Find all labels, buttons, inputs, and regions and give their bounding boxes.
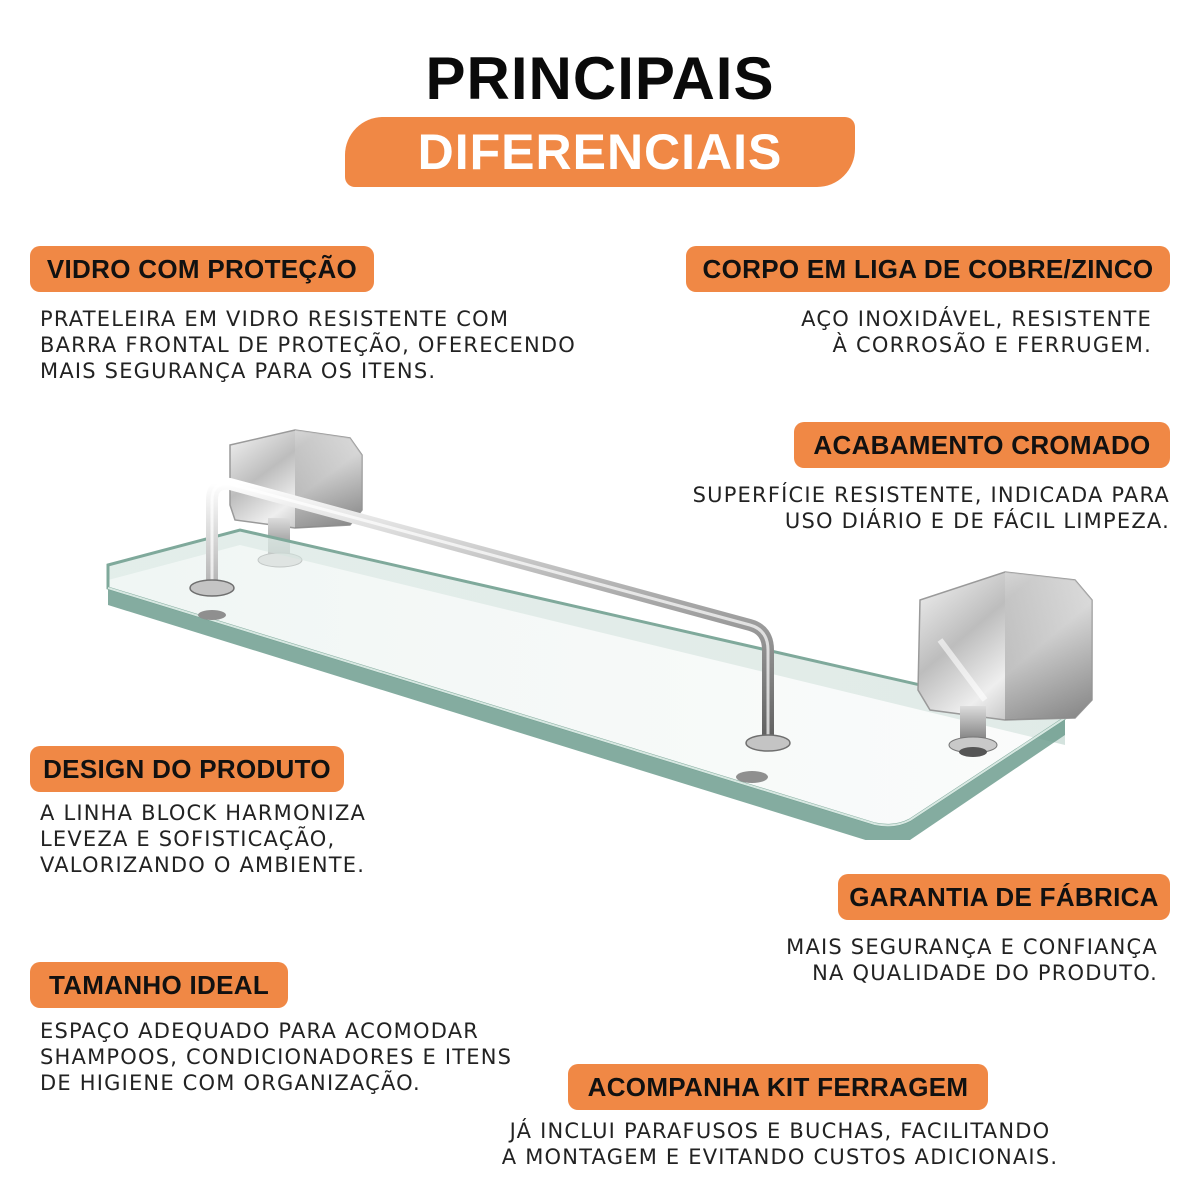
feature-tag-label: CORPO EM LIGA DE COBRE/ZINCO bbox=[702, 253, 1154, 284]
feature-desc-kit bbox=[500, 1118, 1060, 1170]
desc-line: ESPAÇO ADEQUADO PARA ACOMODAR bbox=[40, 1019, 480, 1043]
feature-tag-label: ACABAMENTO CROMADO bbox=[813, 429, 1151, 460]
desc-line: DE HIGIENE COM ORGANIZAÇÃO. bbox=[40, 1071, 421, 1095]
desc-line: SUPERFÍCIE RESISTENTE, INDICADA PARA bbox=[692, 483, 1170, 507]
feature-tag-label: GARANTIA DE FÁBRICA bbox=[849, 881, 1159, 912]
feature-tag-garantia bbox=[838, 874, 1170, 920]
feature-desc-corpo bbox=[801, 306, 1152, 358]
feature-tag-kit bbox=[568, 1064, 988, 1110]
feature-tag-tamanho bbox=[30, 962, 288, 1008]
feature-desc-acabamento bbox=[693, 482, 1170, 534]
desc-line: A MONTAGEM E EVITANDO CUSTOS ADICIONAIS. bbox=[501, 1145, 1059, 1169]
page-title: PRINCIPAIS bbox=[425, 45, 775, 112]
desc-line: BARRA FRONTAL DE PROTEÇÃO, OFERECENDO bbox=[40, 333, 577, 357]
subtitle-banner bbox=[345, 117, 855, 187]
desc-line: NA QUALIDADE DO PRODUTO. bbox=[812, 961, 1158, 985]
desc-line: À CORROSÃO E FERRUGEM. bbox=[832, 333, 1152, 357]
feature-tag-corpo bbox=[686, 246, 1170, 292]
feature-tag-label: ACOMPANHA KIT FERRAGEM bbox=[587, 1071, 969, 1102]
feature-tag-label: VIDRO COM PROTEÇÃO bbox=[46, 253, 358, 284]
subtitle-text: DIFERENCIAIS bbox=[417, 124, 783, 180]
desc-line: MAIS SEGURANÇA PARA OS ITENS. bbox=[40, 359, 437, 383]
desc-line: A LINHA BLOCK HARMONIZA bbox=[40, 801, 367, 825]
feature-tag-label: DESIGN DO PRODUTO bbox=[43, 753, 331, 784]
feature-desc-vidro bbox=[40, 306, 576, 384]
desc-line: LEVEZA E SOFISTICAÇÃO, bbox=[40, 827, 336, 851]
desc-line: SHAMPOOS, CONDICIONADORES E ITENS bbox=[40, 1045, 513, 1069]
desc-line: MAIS SEGURANÇA E CONFIANÇA bbox=[786, 935, 1158, 959]
desc-line: JÁ INCLUI PARAFUSOS E BUCHAS, FACILITANDO bbox=[509, 1119, 1051, 1143]
feature-tag-design bbox=[30, 746, 344, 792]
feature-tag-label: TAMANHO IDEAL bbox=[48, 969, 270, 1000]
desc-line: AÇO INOXIDÁVEL, RESISTENTE bbox=[801, 307, 1152, 331]
feature-desc-tamanho bbox=[40, 1018, 512, 1096]
desc-line: VALORIZANDO O AMBIENTE. bbox=[40, 853, 366, 877]
feature-desc-garantia bbox=[786, 934, 1158, 986]
feature-tag-vidro bbox=[30, 246, 374, 292]
feature-tag-acabamento bbox=[794, 422, 1170, 468]
desc-line: USO DIÁRIO E DE FÁCIL LIMPEZA. bbox=[784, 509, 1170, 533]
feature-desc-design bbox=[40, 800, 366, 878]
desc-line: PRATELEIRA EM VIDRO RESISTENTE COM bbox=[40, 307, 510, 331]
